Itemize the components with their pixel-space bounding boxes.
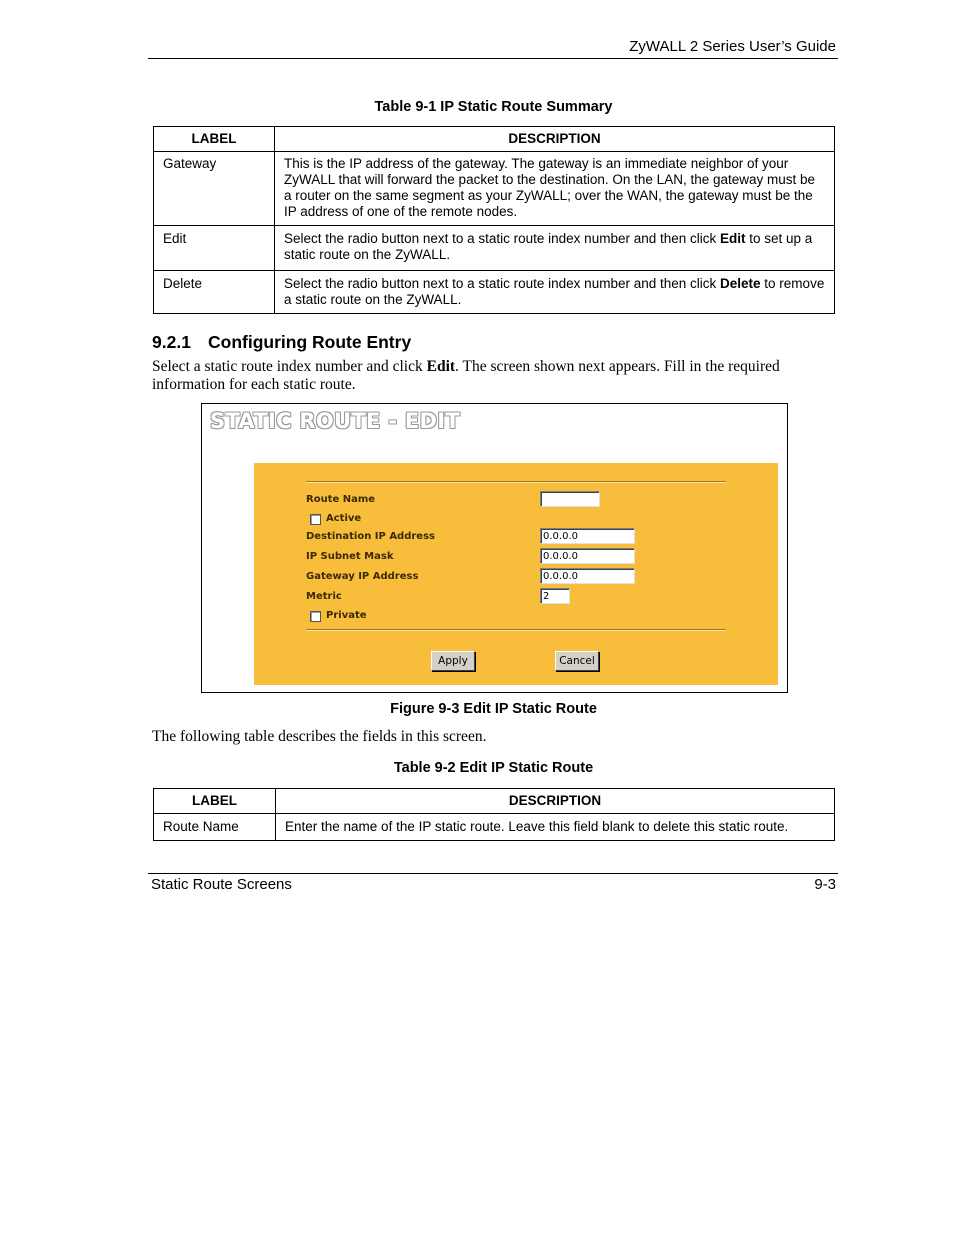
intro-paragraph [152,358,812,394]
private-label: Private [326,610,367,621]
footer-rule [148,873,838,874]
guide-title: ZyWALL 2 Series User’s Guide [629,38,836,55]
intro-text: . The screen shown next appears. Fill in the required information for each static route. [152,358,780,393]
table-row [154,226,835,271]
footer-page-number: 9-3 [814,876,836,893]
figure-caption: Figure 9-3 Edit IP Static Route [390,701,597,717]
table-row [154,152,835,226]
route-name-label: Route Name [306,494,376,505]
screenshot-figure [201,403,788,693]
desc-text: to set up a static route on the ZyWALL. [284,231,813,262]
row-description: Enter the name of the IP static route. Leave this field blank to delete this static route. [276,814,835,841]
table1-col-label: LABEL [154,127,275,152]
row-label: Edit [154,226,275,271]
footer-section-name: Static Route Screens [151,876,292,893]
table2-col-desc: DESCRIPTION [276,789,835,814]
gateway-ip-input[interactable]: 0.0.0.0 [540,568,635,584]
gateway-ip-label: Gateway IP Address [306,571,419,582]
row-label: Delete [154,271,275,314]
row-description: This is the IP address of the gateway. The gateway is an immediate neighbor of your ZyWALL that will forward the packet to the destination. On the LAN, the gateway must be a router on the same segment as your ZyWALL; over the WAN, the gateway must be the IP address of one of the remote nodes. [275,152,835,226]
screen-title: STATIC ROUTE - EDIT [210,409,460,433]
section-number: 9.2.1 [152,332,191,352]
cancel-button[interactable]: Cancel [555,651,599,671]
following-text: The following table describes the fields in this screen. [152,728,487,745]
table2-col-label: LABEL [154,789,276,814]
destination-ip-label: Destination IP Address [306,531,435,542]
apply-button[interactable]: Apply [431,651,475,671]
destination-ip-input[interactable]: 0.0.0.0 [540,528,635,544]
desc-text: to remove a static route on the ZyWALL. [284,276,825,307]
section-title: Configuring Route Entry [208,332,412,352]
private-checkbox[interactable] [310,611,321,622]
row-description [275,271,835,314]
metric-input[interactable]: 2 [540,588,570,604]
table1-col-desc: DESCRIPTION [275,127,835,152]
desc-text: Select the radio button next to a static route index number and then click [284,231,721,246]
table1-header-row [154,127,835,152]
row-label: Gateway [154,152,275,226]
panel-divider-top [306,481,726,483]
subnet-mask-input[interactable]: 0.0.0.0 [540,548,635,564]
row-label: Route Name [154,814,276,841]
table-row [154,271,835,314]
route-name-input[interactable] [540,491,600,507]
table2-header-row [154,789,835,814]
desc-text: Select the radio button next to a static route index number and then click [284,276,721,291]
active-checkbox[interactable] [310,514,321,525]
table-row [154,814,835,841]
intro-text: Select a static route index number and click [152,358,427,375]
table2 [153,788,835,841]
header-rule [148,58,838,59]
table2-caption: Table 9-2 Edit IP Static Route [393,760,594,776]
intro-bold: Edit [426,358,456,375]
section-heading [152,332,411,353]
panel-divider-bottom [306,629,726,631]
table1 [153,126,835,314]
active-label: Active [326,513,362,524]
desc-bold: Edit [720,231,746,246]
table1-caption: Table 9-1 IP Static Route Summary [374,99,613,115]
row-description [275,226,835,271]
form-panel [254,463,778,685]
subnet-mask-label: IP Subnet Mask [306,551,394,562]
metric-label: Metric [306,591,342,602]
desc-bold: Delete [720,276,761,291]
